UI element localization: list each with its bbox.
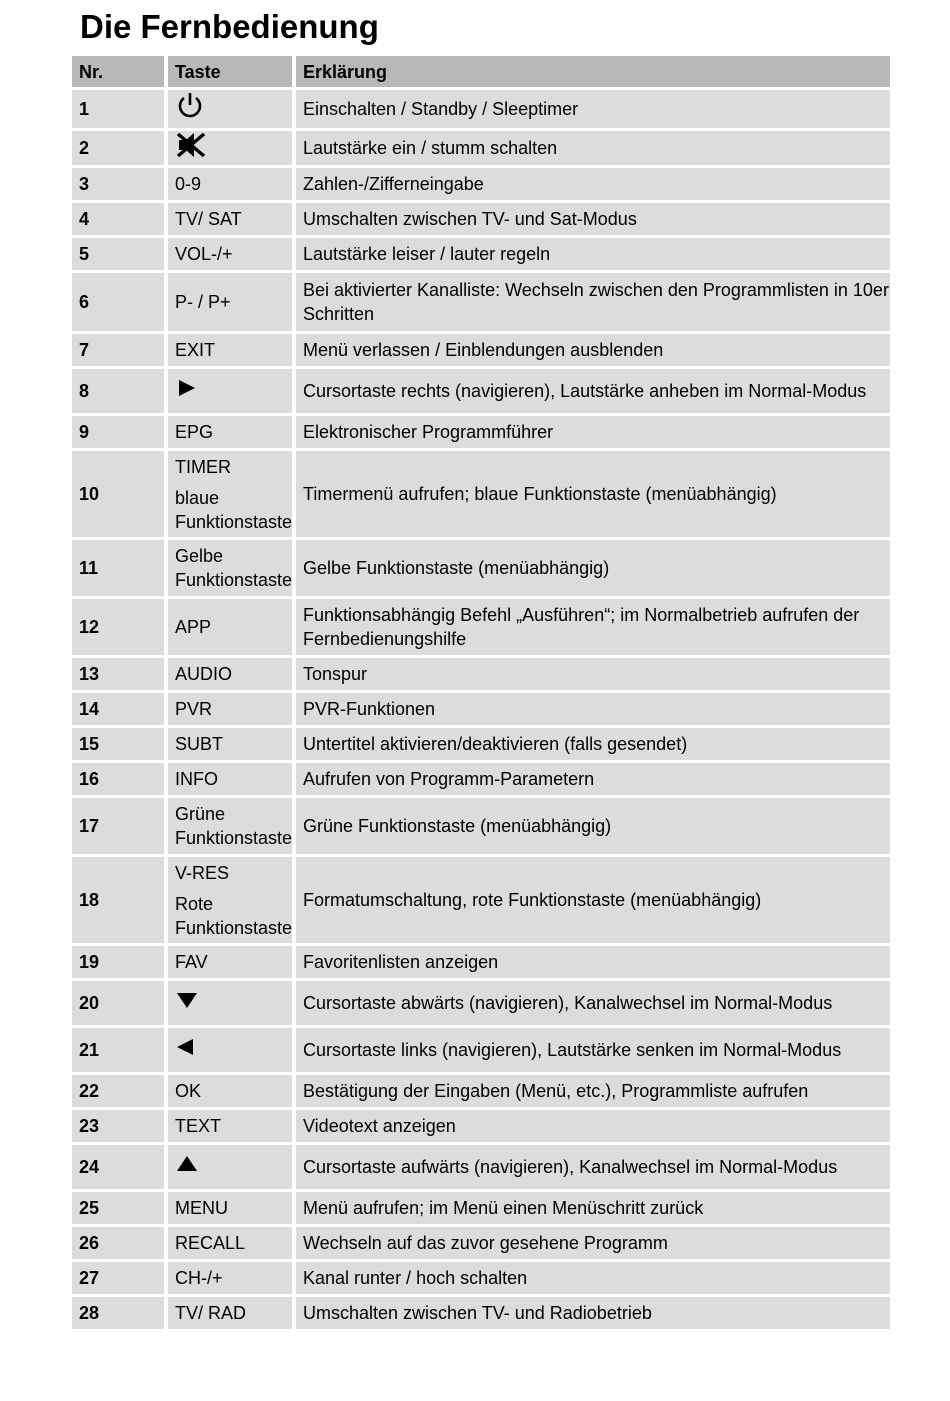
row-number: 5 <box>72 238 168 273</box>
row-number: 7 <box>72 334 168 369</box>
row-key-label: TV/ RAD <box>175 1303 247 1323</box>
row-description: Timermenü aufrufen; blaue Funktionstaste (menüabhängig) <box>296 451 890 540</box>
row-key-label: SUBT <box>175 734 224 754</box>
table-row <box>72 599 890 658</box>
row-key <box>168 90 296 131</box>
table-row <box>72 1110 890 1145</box>
row-key-label: APP <box>175 617 212 637</box>
row-key-label: Gelbe Funktionstaste <box>175 546 293 590</box>
row-description: Lautstärke leiser / lauter regeln <box>296 238 890 273</box>
row-key <box>168 1262 296 1297</box>
row-description: Lautstärke ein / stumm schalten <box>296 131 890 168</box>
row-description: Umschalten zwischen TV- und Radiobetrieb <box>296 1297 890 1332</box>
row-number: 28 <box>72 1297 168 1332</box>
row-key-label: P- / P+ <box>175 292 231 312</box>
row-number: 1 <box>72 90 168 131</box>
row-key-label: TEXT <box>175 1116 222 1136</box>
row-key <box>168 1110 296 1145</box>
row-description: Favoritenlisten anzeigen <box>296 946 890 981</box>
row-number: 4 <box>72 203 168 238</box>
table-row <box>72 693 890 728</box>
row-number: 16 <box>72 763 168 798</box>
row-key-label: Grüne Funktionstaste <box>175 804 293 848</box>
row-key <box>168 1145 296 1192</box>
row-description: Formatumschaltung, rote Funktionstaste (menüabhängig) <box>296 857 890 946</box>
table-row <box>72 1262 890 1297</box>
row-number: 26 <box>72 1227 168 1262</box>
row-key <box>168 168 296 203</box>
row-number: 23 <box>72 1110 168 1145</box>
row-description: Cursortaste abwärts (navigieren), Kanalwechsel im Normal-Modus <box>296 981 890 1028</box>
row-key-label: FAV <box>175 952 208 972</box>
arrow-right-icon <box>175 378 197 404</box>
row-key-label: Rote Funktionstaste <box>175 893 293 938</box>
row-key <box>168 599 296 658</box>
header-taste: Taste <box>168 56 296 90</box>
row-key <box>168 658 296 693</box>
row-number: 20 <box>72 981 168 1028</box>
row-key-label: EPG <box>175 422 214 442</box>
row-number: 25 <box>72 1192 168 1227</box>
row-description: Untertitel aktivieren/deaktivieren (falls gesendet) <box>296 728 890 763</box>
table-row <box>72 857 890 946</box>
row-number: 8 <box>72 369 168 416</box>
row-description: PVR-Funktionen <box>296 693 890 728</box>
table-row <box>72 238 890 273</box>
table-header-row <box>72 56 890 90</box>
row-description: Einschalten / Standby / Sleeptimer <box>296 90 890 131</box>
header-erklaerung: Erklärung <box>296 56 890 90</box>
table-row <box>72 369 890 416</box>
row-description: Zahlen-/Zifferneingabe <box>296 168 890 203</box>
row-key-label: RECALL <box>175 1233 246 1253</box>
row-number: 27 <box>72 1262 168 1297</box>
row-key-label: CH-/+ <box>175 1268 223 1288</box>
row-key <box>168 763 296 798</box>
table-row <box>72 416 890 451</box>
row-description: Funktionsabhängig Befehl „Ausführen“; im Normalbetrieb aufrufen der Fernbedienungshilfe <box>296 599 890 658</box>
table-row <box>72 1192 890 1227</box>
row-key <box>168 416 296 451</box>
row-key-label: VOL-/+ <box>175 244 233 264</box>
row-key <box>168 334 296 369</box>
row-description: Bestätigung der Eingaben (Menü, etc.), Programmliste aufrufen <box>296 1075 890 1110</box>
row-key <box>168 1192 296 1227</box>
row-description: Cursortaste aufwärts (navigieren), Kanalwechsel im Normal-Modus <box>296 1145 890 1192</box>
row-key-label: 0-9 <box>175 174 202 194</box>
table-row <box>72 1297 890 1332</box>
row-key <box>168 693 296 728</box>
table-row <box>72 90 890 131</box>
row-key-label: MENU <box>175 1198 228 1218</box>
remote-control-table <box>72 56 890 1332</box>
row-key-label: TV/ SAT <box>175 209 242 229</box>
row-number: 9 <box>72 416 168 451</box>
row-key <box>168 369 296 416</box>
row-number: 6 <box>72 273 168 334</box>
table-row <box>72 540 890 599</box>
row-key <box>168 798 296 857</box>
row-number: 11 <box>72 540 168 599</box>
row-key <box>168 1075 296 1110</box>
row-key <box>168 857 296 946</box>
row-key <box>168 238 296 273</box>
row-number: 17 <box>72 798 168 857</box>
row-key <box>168 203 296 238</box>
row-key-label: EXIT <box>175 340 216 360</box>
row-number: 24 <box>72 1145 168 1192</box>
arrow-up-icon <box>175 1154 199 1180</box>
mute-icon <box>175 131 207 165</box>
table-row <box>72 1028 890 1075</box>
row-number: 22 <box>72 1075 168 1110</box>
table-row <box>72 728 890 763</box>
row-number: 2 <box>72 131 168 168</box>
row-key <box>168 131 296 168</box>
row-number: 18 <box>72 857 168 946</box>
row-description: Aufrufen von Programm-Parametern <box>296 763 890 798</box>
row-description: Cursortaste rechts (navigieren), Lautstärke anheben im Normal-Modus <box>296 369 890 416</box>
row-description: Bei aktivierter Kanalliste: Wechseln zwischen den Programmlisten in 10er Schritten <box>296 273 890 334</box>
row-description: Tonspur <box>296 658 890 693</box>
table-row <box>72 1075 890 1110</box>
row-key <box>168 728 296 763</box>
table-row <box>72 658 890 693</box>
table-row <box>72 1227 890 1262</box>
row-key-label: PVR <box>175 699 213 719</box>
table-row <box>72 981 890 1028</box>
row-number: 10 <box>72 451 168 540</box>
row-number: 21 <box>72 1028 168 1075</box>
row-key <box>168 946 296 981</box>
table-row <box>72 168 890 203</box>
row-key-label: blaue Funktionstaste <box>175 487 293 532</box>
row-key-label: TIMER <box>175 456 231 477</box>
table-row <box>72 131 890 168</box>
row-number: 15 <box>72 728 168 763</box>
row-description: Videotext anzeigen <box>296 1110 890 1145</box>
row-key-label: INFO <box>175 769 218 789</box>
row-description: Menü aufrufen; im Menü einen Menüschritt zurück <box>296 1192 890 1227</box>
table-row <box>72 273 890 334</box>
row-number: 13 <box>72 658 168 693</box>
table-row <box>72 1145 890 1192</box>
row-key <box>168 1227 296 1262</box>
table-row <box>72 203 890 238</box>
row-description: Menü verlassen / Einblendungen ausblenden <box>296 334 890 369</box>
row-description: Elektronischer Programmführer <box>296 416 890 451</box>
row-number: 19 <box>72 946 168 981</box>
row-key-label: V-RES <box>175 862 230 883</box>
arrow-down-icon <box>175 990 199 1016</box>
row-key <box>168 273 296 334</box>
row-number: 12 <box>72 599 168 658</box>
row-key <box>168 451 296 540</box>
row-key-label: AUDIO <box>175 664 233 684</box>
row-key-label: OK <box>175 1081 202 1101</box>
row-description: Gelbe Funktionstaste (menüabhängig) <box>296 540 890 599</box>
arrow-left-icon <box>175 1037 197 1063</box>
row-description: Umschalten zwischen TV- und Sat-Modus <box>296 203 890 238</box>
header-nr: Nr. <box>72 56 168 90</box>
row-number: 14 <box>72 693 168 728</box>
row-key <box>168 540 296 599</box>
row-key <box>168 1297 296 1332</box>
table-row <box>72 763 890 798</box>
table-row <box>72 798 890 857</box>
page-title: Die Fernbedienung <box>80 8 379 45</box>
table-row <box>72 946 890 981</box>
row-description: Kanal runter / hoch schalten <box>296 1262 890 1297</box>
table-row <box>72 451 890 540</box>
row-key <box>168 981 296 1028</box>
row-description: Grüne Funktionstaste (menüabhängig) <box>296 798 890 857</box>
table-row <box>72 334 890 369</box>
row-key <box>168 1028 296 1075</box>
row-description: Wechseln auf das zuvor gesehene Programm <box>296 1227 890 1262</box>
power-icon <box>175 91 205 127</box>
row-number: 3 <box>72 168 168 203</box>
row-description: Cursortaste links (navigieren), Lautstärke senken im Normal-Modus <box>296 1028 890 1075</box>
